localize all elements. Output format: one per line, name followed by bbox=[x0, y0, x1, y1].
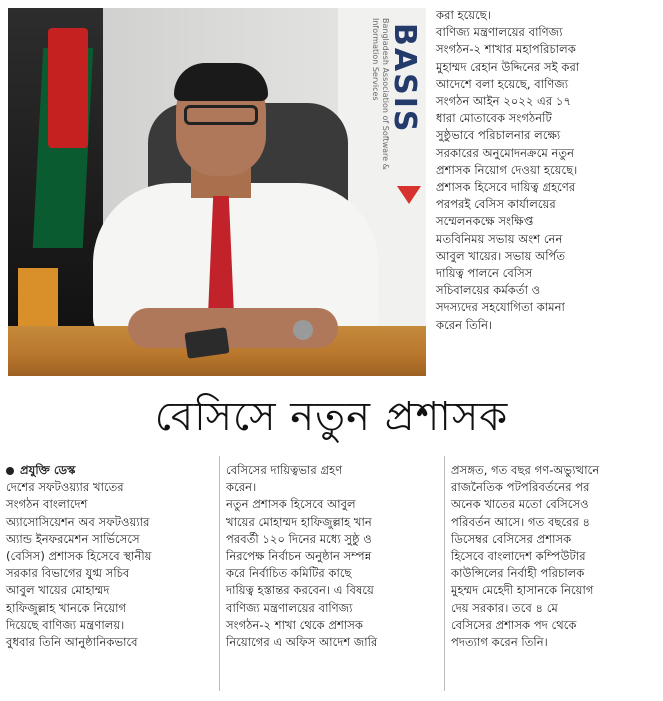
article-line: বাণিজ্য মন্ত্রণালয়ের বাণিজ্য bbox=[226, 600, 353, 615]
article-line: আবুল খায়ের মোহাম্মদ bbox=[6, 583, 110, 598]
basis-logo-mark-icon bbox=[397, 186, 421, 204]
basis-logo: BASIS bbox=[387, 23, 422, 134]
article-line: ডিসেম্বর বেসিসের প্রশাসক bbox=[451, 531, 572, 546]
article-line: নিয়োগের এ অফিস আদেশ জারি bbox=[226, 635, 378, 650]
article-line: (বেসিস) প্রশাসক হিসেবে স্থানীয় bbox=[6, 549, 152, 564]
article-line: আদেশে বলা হয়েছে, বাণিজ্য bbox=[436, 76, 569, 91]
flag-stand bbox=[18, 268, 58, 328]
article-line: করে নির্বাচিত কমিটির কাছে bbox=[226, 566, 352, 581]
article-column-2 bbox=[226, 462, 441, 651]
article-line: নতুন প্রশাসক হিসেবে আবুল bbox=[226, 497, 356, 512]
article-line: বেসিসের দায়িত্বভার গ্রহণ bbox=[226, 463, 343, 477]
article-line: বাণিজ্য মন্ত্রণালয়ের বাণিজ্য bbox=[436, 25, 563, 40]
article-line: করেন। bbox=[226, 480, 257, 495]
article-line: বুধবার তিনি আনুষ্ঠানিকভাবে bbox=[6, 635, 138, 650]
article-line: দায়িত্ব পালনে বেসিস bbox=[436, 266, 533, 281]
article-line: মুহাম্মদ রেহান উদ্দিনের সই করা bbox=[436, 59, 580, 74]
article-line: প্রশাসক হিসেবে দায়িত্ব গ্রহণের bbox=[436, 180, 576, 195]
person-glasses bbox=[184, 105, 258, 125]
wrist-watch bbox=[293, 320, 313, 340]
article-line: নিরপেক্ষ নির্বাচন অনুষ্ঠান সম্পন্ন bbox=[226, 549, 372, 564]
column-divider bbox=[219, 456, 220, 691]
article-line: রাজনৈতিক পটপরিবর্তনের পর bbox=[451, 480, 590, 495]
news-photo bbox=[8, 8, 426, 376]
article-column-1 bbox=[6, 462, 216, 651]
article-line: আবুল খায়ের। সভায় অর্পিত bbox=[436, 248, 566, 263]
byline-text: প্রযুক্তি ডেস্ক bbox=[20, 463, 76, 477]
article-line: পরিবর্তন আসে। গত বছরের ৪ bbox=[451, 514, 591, 529]
article-line: বেসিসের প্রশাসক পদ থেকে bbox=[451, 617, 577, 632]
article-line: মুহম্মদ মেহেদী হাসানকে নিয়োগ bbox=[451, 583, 594, 598]
article-line: হাফিজুল্লাহ খানকে নিয়োগ bbox=[6, 600, 127, 615]
headline: বেসিসে নতুন প্রশাসক bbox=[154, 394, 509, 440]
article-line: খায়ের মোহাম্মদ হাফিজুল্লাহ খান bbox=[226, 514, 372, 529]
flag-red-disc bbox=[48, 28, 88, 148]
article-line: পরবর্তী ১২০ দিনের মধ্যে সুষ্ঠু ও bbox=[226, 531, 372, 546]
article-line: সম্মেলনকক্ষে সংক্ষিপ্ত bbox=[436, 214, 534, 229]
article-line: সংগঠন-২ শাখা থেকে প্রশাসক bbox=[226, 617, 363, 632]
article-line: সুষ্ঠুভাবে পরিচালনার লক্ষ্যে bbox=[436, 128, 561, 143]
article-line: প্রসঙ্গত, গত বছর গণ-অভ্যুত্থানে bbox=[451, 463, 600, 477]
byline bbox=[6, 462, 216, 479]
article-line: দায়িত্ব হস্তান্তর করবেন। এ বিষয়ে bbox=[226, 583, 374, 598]
article-column-top-right bbox=[436, 7, 658, 334]
article-line: ধারা মোতাবেক সংগঠনটি bbox=[436, 111, 552, 126]
bullet-icon bbox=[6, 467, 14, 475]
column-divider bbox=[444, 456, 445, 691]
article-line: সরকার বিভাগের যুগ্ম সচিব bbox=[6, 566, 130, 581]
article-line: অ্যাসোসিয়েশন অব সফটওয়্যার bbox=[6, 514, 150, 529]
article-line: দেয় সরকার। তবে ৪ মে bbox=[451, 600, 558, 615]
article-line: অ্যান্ড ইনফরমেশন সার্ভিসেসে bbox=[6, 531, 140, 546]
article-line: সরকারের অনুমোদনক্রমে নতুন bbox=[436, 145, 575, 160]
article-line: সংগঠন বাংলাদেশ bbox=[6, 497, 88, 512]
article-line: সংগঠন-২ শাখার মহাপরিচালক bbox=[436, 42, 576, 57]
article-line: পরপরই বেসিস কার্যালয়ের bbox=[436, 197, 556, 212]
article-line: হিসেবে বাংলাদেশ কম্পিউটার bbox=[451, 549, 586, 564]
article-column-3 bbox=[451, 462, 659, 651]
article-line: সচিবালয়ের কর্মকর্তা ও bbox=[436, 283, 541, 298]
article-line: অনেক খাতের মতো বেসিসেও bbox=[451, 497, 589, 512]
article-line: করা হয়েছে। bbox=[436, 8, 491, 22]
article-line: কাউন্সিলের নির্বাহী পরিচালক bbox=[451, 566, 585, 581]
article-line: সংগঠন আইন ২০২২ এর ১৭ bbox=[436, 94, 571, 109]
basis-banner-subtitle: Bangladesh Association of Software & Information Services bbox=[371, 18, 390, 170]
article-line: প্রশাসক নিয়োগ দেওয়া হয়েছে। bbox=[436, 162, 578, 177]
article-line: দিয়েছে বাণিজ্য মন্ত্রণালয়। bbox=[6, 617, 125, 632]
article-line: পদত্যাগ করেন তিনি। bbox=[451, 635, 548, 650]
person-hair bbox=[174, 63, 268, 101]
article-line: দেশের সফটওয়্যার খাতের bbox=[6, 480, 124, 495]
article-line: মতবিনিময় সভায় অংশ নেন bbox=[436, 231, 563, 246]
article-line: করেন তিনি। bbox=[436, 317, 493, 332]
article-line: সদস্যদের সহযোগিতা কামনা bbox=[436, 300, 565, 315]
